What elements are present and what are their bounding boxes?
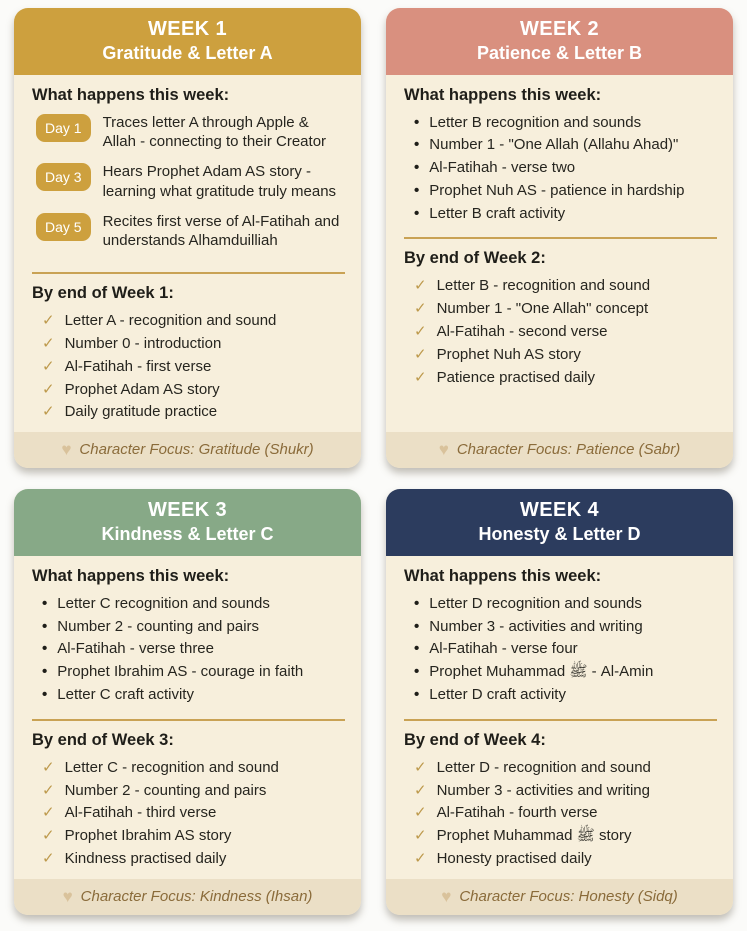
week-label: WEEK 4 (519, 499, 600, 522)
week-4-body (386, 556, 733, 879)
check-item (42, 825, 345, 848)
character-focus (386, 879, 733, 915)
heart-icon: ♥ (438, 440, 449, 460)
check-text: Number 0 - introduction (64, 335, 222, 353)
end-heading: By end of Week 4: (404, 730, 546, 749)
day-text: Hears Prophet Adam AS story - learning what gratitude truly means (102, 163, 337, 200)
list-text: Al-Fatihah - verse three (57, 640, 214, 658)
divider (404, 237, 717, 239)
character-focus (14, 879, 361, 915)
list-item (414, 638, 717, 661)
list-item (42, 616, 345, 639)
check-text: Prophet Adam AS story (64, 380, 220, 398)
list-item (414, 684, 717, 707)
list-item (414, 661, 717, 684)
check-icon: ✓ (42, 804, 55, 822)
check-item (42, 848, 345, 871)
week-subtitle: Kindness & Letter C (101, 524, 274, 545)
happens-heading: What happens this week: (32, 566, 230, 585)
bullet-icon: • (414, 685, 420, 703)
check-item (414, 780, 717, 803)
check-text: Prophet Muhammad ﷺ story (436, 827, 632, 845)
list-text: Al-Fatihah - verse two (429, 159, 576, 177)
check-icon: ✓ (42, 758, 55, 776)
week-subtitle: Patience & Letter B (476, 43, 643, 63)
check-text: Al-Fatihah - first verse (64, 357, 212, 375)
check-item (414, 275, 717, 298)
week-3-body (14, 556, 361, 879)
bullet-icon: • (42, 594, 48, 612)
check-item (414, 321, 717, 344)
bullet-icon: • (414, 617, 420, 635)
list-text: Letter C recognition and sounds (57, 594, 270, 612)
check-icon: ✓ (414, 300, 427, 318)
end-heading: By end of Week 1: (32, 284, 174, 303)
bullet-icon: • (414, 663, 420, 681)
check-icon: ✓ (42, 403, 55, 421)
week-label: WEEK 3 (147, 499, 228, 522)
check-icon: ✓ (42, 380, 55, 398)
list-item (414, 616, 717, 639)
check-item (42, 333, 345, 356)
check-icon: ✓ (414, 804, 427, 822)
check-item (42, 802, 345, 825)
check-text: Letter B - recognition and sound (436, 277, 651, 295)
week-1-body (14, 75, 361, 433)
day-item (36, 211, 345, 252)
list-item (42, 661, 345, 684)
week-1-header (14, 8, 361, 75)
check-item (414, 344, 717, 367)
heart-icon: ♥ (61, 440, 72, 460)
bullet-icon: • (414, 640, 420, 658)
bullet-icon: • (414, 113, 420, 131)
check-list (32, 310, 345, 424)
week-label: WEEK 1 (147, 18, 228, 40)
divider (404, 719, 717, 721)
list-text: Letter B craft activity (429, 204, 566, 222)
week-subtitle: Gratitude & Letter A (102, 43, 273, 63)
list-item (42, 638, 345, 661)
check-text: Honesty practised daily (436, 849, 592, 867)
check-icon: ✓ (414, 368, 427, 386)
day-item (36, 112, 345, 153)
list-item (42, 593, 345, 616)
day-badge: Day 3 (36, 163, 91, 191)
bullet-icon: • (42, 663, 48, 681)
check-item (42, 780, 345, 803)
check-item (42, 401, 345, 424)
check-item (414, 298, 717, 321)
week-label: WEEK 2 (519, 18, 600, 40)
list-text: Prophet Ibrahim AS - courage in faith (57, 663, 304, 681)
check-icon: ✓ (414, 323, 427, 341)
list-item (414, 180, 717, 203)
check-item (42, 379, 345, 402)
list-text: Number 2 - counting and pairs (57, 617, 260, 635)
day-badge: Day 5 (36, 213, 91, 241)
check-icon: ✓ (414, 345, 427, 363)
check-icon: ✓ (42, 781, 55, 799)
bullet-icon: • (42, 617, 48, 635)
heart-icon: ♥ (441, 886, 452, 906)
bullet-icon: • (414, 204, 420, 222)
focus-text: Character Focus: Patience (Sabr) (456, 441, 681, 459)
week-2-card (386, 8, 733, 468)
check-item (414, 757, 717, 780)
week-2-body (386, 75, 733, 398)
check-item (42, 356, 345, 379)
bullet-icon: • (414, 136, 420, 154)
end-heading: By end of Week 2: (404, 249, 546, 268)
week-4-header (386, 489, 733, 556)
check-icon: ✓ (42, 849, 55, 867)
check-list (404, 757, 717, 871)
list-text: Al-Fatihah - verse four (429, 640, 578, 658)
list-text: Letter C craft activity (57, 685, 194, 703)
end-heading: By end of Week 3: (32, 730, 174, 749)
list-text: Number 1 - "One Allah (Allahu Ahad)" (429, 136, 679, 154)
week-4-card (386, 489, 733, 914)
list-text: Letter D craft activity (429, 685, 566, 703)
check-text: Prophet Nuh AS story (436, 345, 581, 363)
check-item (42, 310, 345, 333)
list-text: Letter B recognition and sounds (429, 113, 642, 131)
list-item (414, 203, 717, 226)
day-list (36, 112, 345, 261)
list-text: Letter D recognition and sounds (429, 594, 642, 612)
day-text: Recites first verse of Al-Fatihah and understands Alhamduilliah (102, 212, 340, 250)
happens-heading: What happens this week: (32, 85, 230, 104)
bullet-list (404, 593, 717, 707)
check-text: Kindness practised daily (64, 849, 227, 867)
check-item (414, 367, 717, 390)
week-subtitle: Honesty & Letter D (478, 524, 641, 545)
divider (32, 272, 345, 274)
list-item (414, 593, 717, 616)
bullet-list (404, 112, 717, 226)
bullet-icon: • (414, 159, 420, 177)
check-text: Al-Fatihah - fourth verse (436, 804, 598, 822)
check-item (42, 757, 345, 780)
happens-heading: What happens this week: (404, 566, 602, 585)
check-text: Prophet Ibrahim AS story (64, 827, 232, 845)
list-item (414, 157, 717, 180)
check-list (32, 757, 345, 871)
list-item (42, 684, 345, 707)
bullet-icon: • (414, 181, 420, 199)
week-3-card (14, 489, 361, 914)
bullet-list (32, 593, 345, 707)
focus-text: Character Focus: Kindness (Ihsan) (80, 887, 313, 905)
check-icon: ✓ (414, 277, 427, 295)
list-text: Prophet Nuh AS - patience in hardship (429, 181, 685, 199)
day-text: Traces letter A through Apple & Allah - connecting to their Creator (102, 113, 327, 151)
week-3-header (14, 489, 361, 556)
check-list (404, 275, 717, 389)
day-item (36, 161, 345, 202)
focus-text: Character Focus: Gratitude (Shukr) (79, 441, 314, 459)
check-text: Number 2 - counting and pairs (64, 781, 267, 799)
check-text: Daily gratitude practice (64, 403, 218, 421)
check-icon: ✓ (42, 827, 55, 845)
week-1-card (14, 8, 361, 468)
check-text: Number 3 - activities and writing (436, 781, 650, 799)
check-text: Letter C - recognition and sound (64, 758, 279, 776)
check-icon: ✓ (414, 849, 427, 867)
list-text: Number 3 - activities and writing (429, 617, 643, 635)
week-2-header (386, 8, 733, 75)
focus-text: Character Focus: Honesty (Sidq) (459, 887, 678, 905)
check-icon: ✓ (414, 827, 427, 845)
day-badge: Day 1 (36, 114, 91, 142)
happens-heading: What happens this week: (404, 85, 602, 104)
check-text: Letter D - recognition and sound (436, 758, 651, 776)
list-item (414, 134, 717, 157)
check-icon: ✓ (42, 357, 55, 375)
check-text: Letter A - recognition and sound (64, 312, 277, 330)
list-text: Prophet Muhammad ﷺ - Al-Amin (429, 663, 654, 681)
check-item (414, 802, 717, 825)
check-text: Al-Fatihah - third verse (64, 804, 217, 822)
character-focus (14, 432, 361, 468)
check-icon: ✓ (414, 758, 427, 776)
check-icon: ✓ (42, 312, 55, 330)
check-icon: ✓ (42, 335, 55, 353)
character-focus (386, 432, 733, 468)
heart-icon: ♥ (62, 886, 73, 906)
check-text: Patience practised daily (436, 368, 596, 386)
bullet-icon: • (42, 640, 48, 658)
bullet-icon: • (42, 685, 48, 703)
check-item (414, 825, 717, 848)
divider (32, 719, 345, 721)
check-icon: ✓ (414, 781, 427, 799)
check-text: Number 1 - "One Allah" concept (436, 300, 649, 318)
check-item (414, 848, 717, 871)
bullet-icon: • (414, 594, 420, 612)
list-item (414, 112, 717, 135)
check-text: Al-Fatihah - second verse (436, 323, 608, 341)
